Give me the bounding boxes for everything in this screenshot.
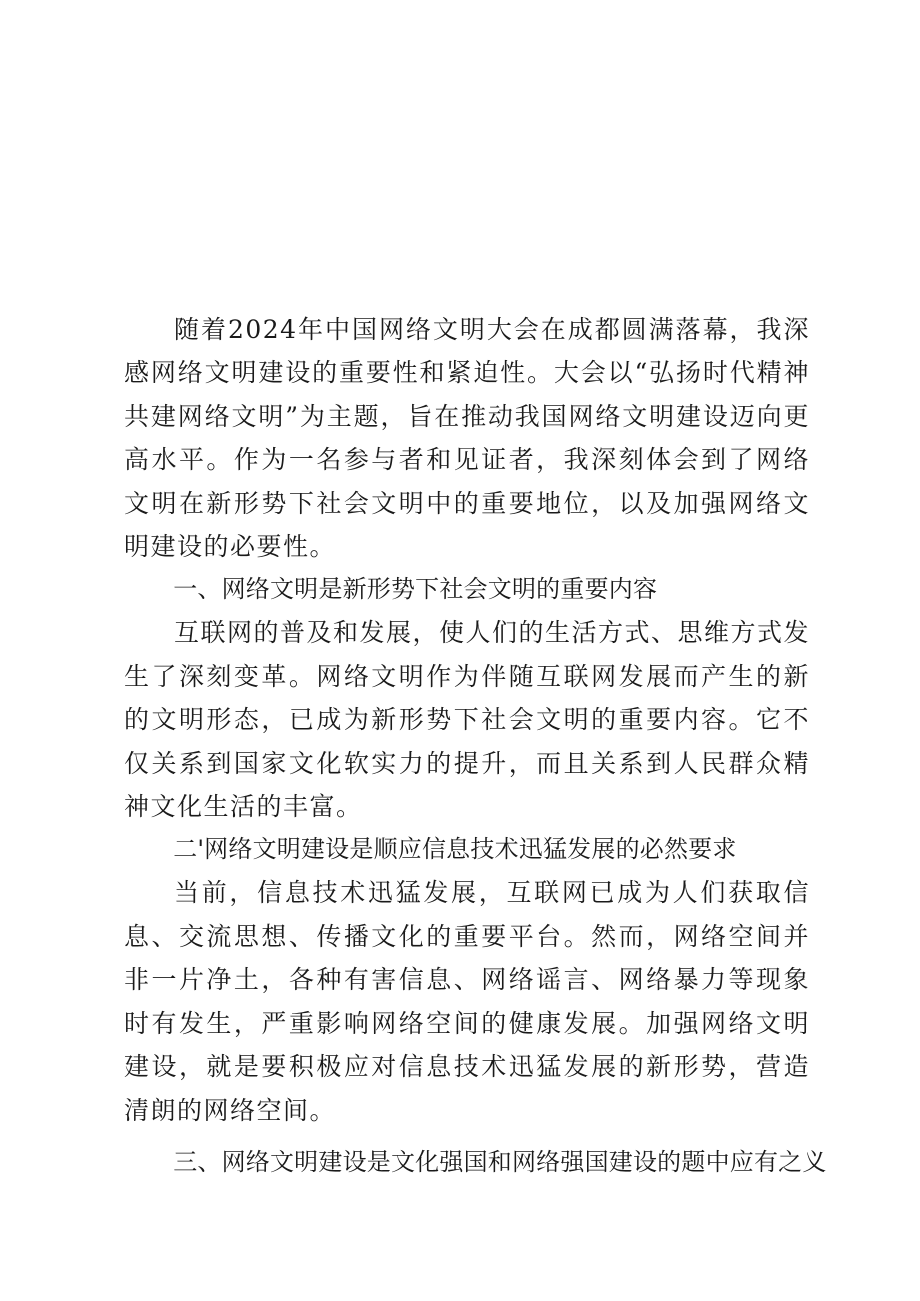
section-heading-1: 一、网络文明是新形势下社会文明的重要内容 — [173, 575, 658, 604]
section-paragraph-1: 互联网的普及和发展，使人们的生活方式、思维方式发生了深刻变革。网络文明作为伴随互联网发展而产生的新的文明形态，已成为新形势下社会文明的重要内容。它不仅关系到国家文化软实力的提升，而且关系到人民群众精神文化生活的丰富。 — [124, 618, 811, 822]
section-paragraph-2: 当前，信息技术迅猛发展，互联网已成为人们获取信息、交流思想、传播文化的重要平台。然而，网络空间并非一片净土，各种有害信息、网络谣言、网络暴力等现象时有发生，严重影响网络空间的健康发展。加强网络文明建设，就是要积极应对信息技术迅猛发展的新形势，营造清朗的网络空间。 — [124, 878, 810, 1125]
section-heading-3: 三、网络文明建设是文化强国和网络强国建设的题中应有之义 — [173, 1147, 827, 1176]
section-heading-2: 二'网络文明建设是顺应信息技术迅猛发展的必然要求 — [173, 835, 737, 864]
intro-paragraph: 随着2024年中国网络文明大会在成都圆满落幕，我深感网络文明建设的重要性和紧迫性。大会以“弘扬时代精神共建网络文明”为主题，旨在推动我国网络文明建设迈向更高水平。作为一名参与者和见证者，我深刻体会到了网络文明在新形势下社会文明中的重要地位，以及加强网络文明建设的必要性。 — [124, 315, 810, 562]
document-body — [124, 308, 827, 1184]
